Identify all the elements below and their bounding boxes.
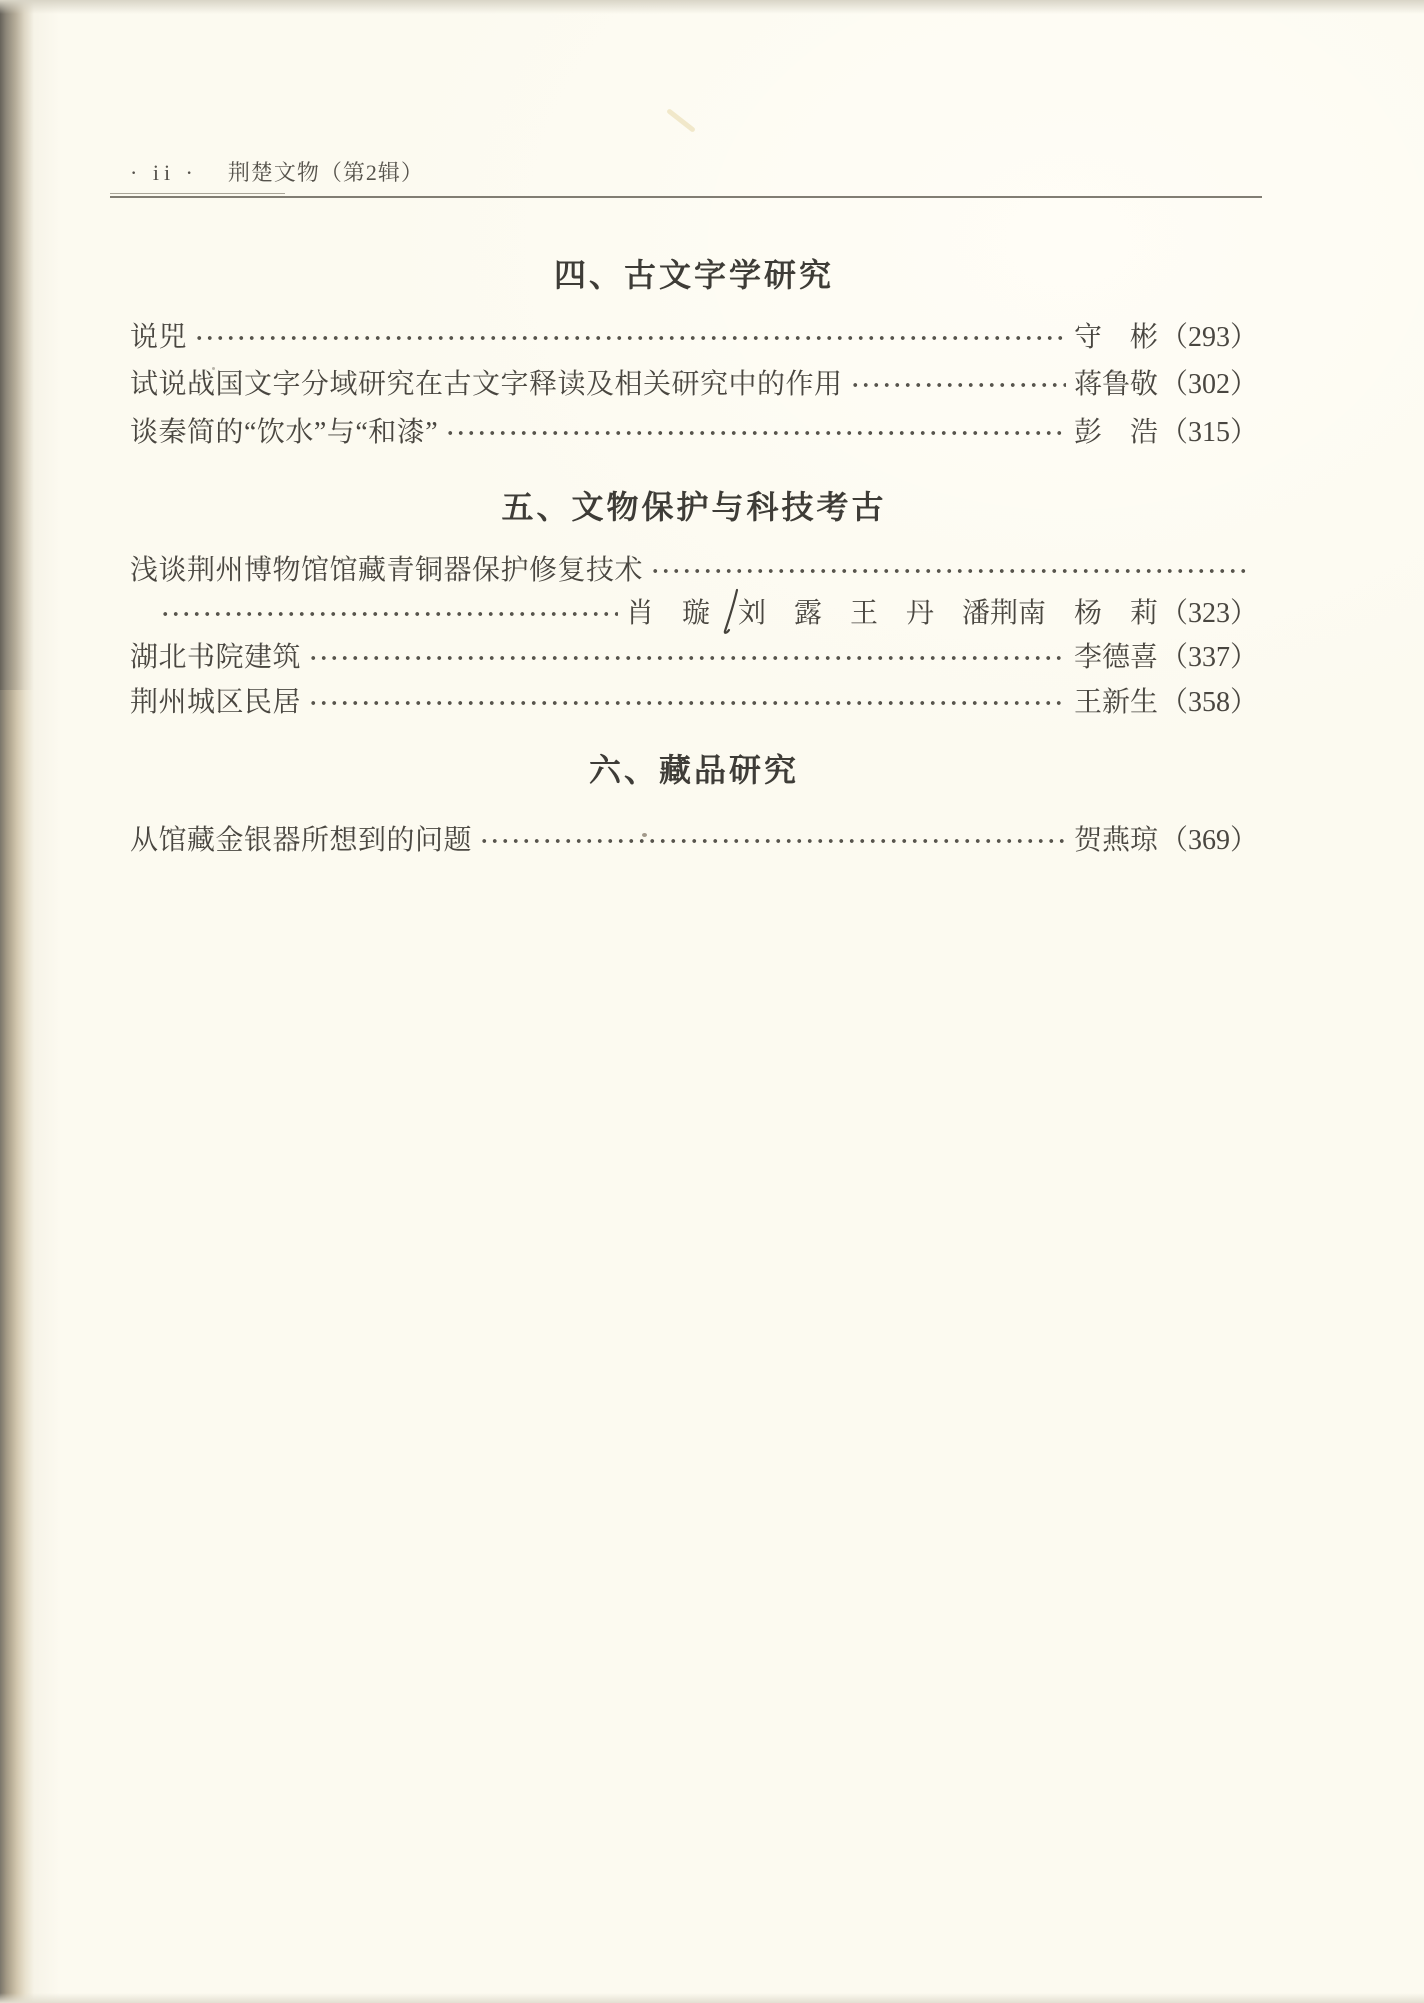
- dot-leader: [650, 544, 1250, 591]
- section-heading-6: 六、藏品研究: [588, 752, 799, 788]
- toc-entry-authors: 贺燕琼: [1073, 824, 1158, 856]
- page-edge-shadow-upper: [0, 0, 34, 690]
- table-of-contents: [130, 0, 1258, 2003]
- toc-entry-authors: 彭 浩: [1073, 416, 1158, 448]
- book-title: 荆楚文物（第2辑）: [227, 160, 424, 185]
- dot-leader: [479, 814, 1066, 861]
- dot-leader: [308, 631, 1066, 678]
- toc-entry-page: （337）: [1159, 641, 1258, 673]
- toc-entry-page: （302）: [1159, 368, 1258, 400]
- toc-entry-title: 谈秦简的“饮水”与“和漆”: [130, 416, 439, 448]
- toc-entry: [130, 358, 1258, 405]
- toc-entry-title: 浅谈荆州博物馆馆藏青铜器保护修复技术: [130, 554, 644, 586]
- toc-entry-line1: [130, 544, 1258, 591]
- toc-entry-authors: 蒋鲁敬: [1073, 368, 1158, 400]
- book-page-edge: [0, 0, 34, 2003]
- toc-entry: [130, 676, 1258, 723]
- section-heading-4: 四、古文字学研究: [553, 257, 834, 293]
- dot-leader: [308, 676, 1066, 723]
- toc-entry-authors: 守 彬: [1073, 321, 1158, 353]
- toc-entry: [130, 631, 1258, 678]
- toc-entry-page: （315）: [1159, 416, 1258, 448]
- toc-entry-title: 说兕: [130, 321, 188, 353]
- toc-entry-title: 从馆藏金银器所想到的问题: [130, 824, 473, 856]
- toc-entry-page: （369）: [1159, 824, 1258, 856]
- toc-entry-title: 湖北书院建筑: [130, 641, 302, 673]
- toc-entry-title: 试说战国文字分域研究在古文字释读及相关研究中的作用: [130, 368, 843, 400]
- section-heading-5: 五、文物保护与科技考古: [501, 489, 887, 525]
- toc-entry-title: 荆州城区民居: [130, 686, 302, 718]
- toc-entry: [130, 311, 1258, 358]
- dot-leader: [194, 311, 1066, 358]
- toc-entry-authors: 肖 璇 刘 露 王 丹 潘荆南 杨 莉: [625, 597, 1158, 629]
- toc-entry: [130, 814, 1258, 861]
- dot-leader: [160, 587, 618, 634]
- toc-entry-authors: 王新生: [1073, 686, 1158, 718]
- toc-entry-page: （358）: [1159, 686, 1258, 718]
- folio-page-number: · ii ·: [130, 160, 198, 185]
- toc-entry-authors: 李德喜: [1073, 641, 1158, 673]
- page-edge-shadow-lower: [0, 690, 34, 2003]
- toc-entry-page: （293）: [1159, 321, 1258, 353]
- dot-leader: [445, 406, 1066, 453]
- toc-entry-page: （323）: [1159, 597, 1258, 629]
- toc-entry: [130, 406, 1258, 453]
- toc-entry-line2: [130, 587, 1258, 634]
- dot-leader: [850, 358, 1066, 405]
